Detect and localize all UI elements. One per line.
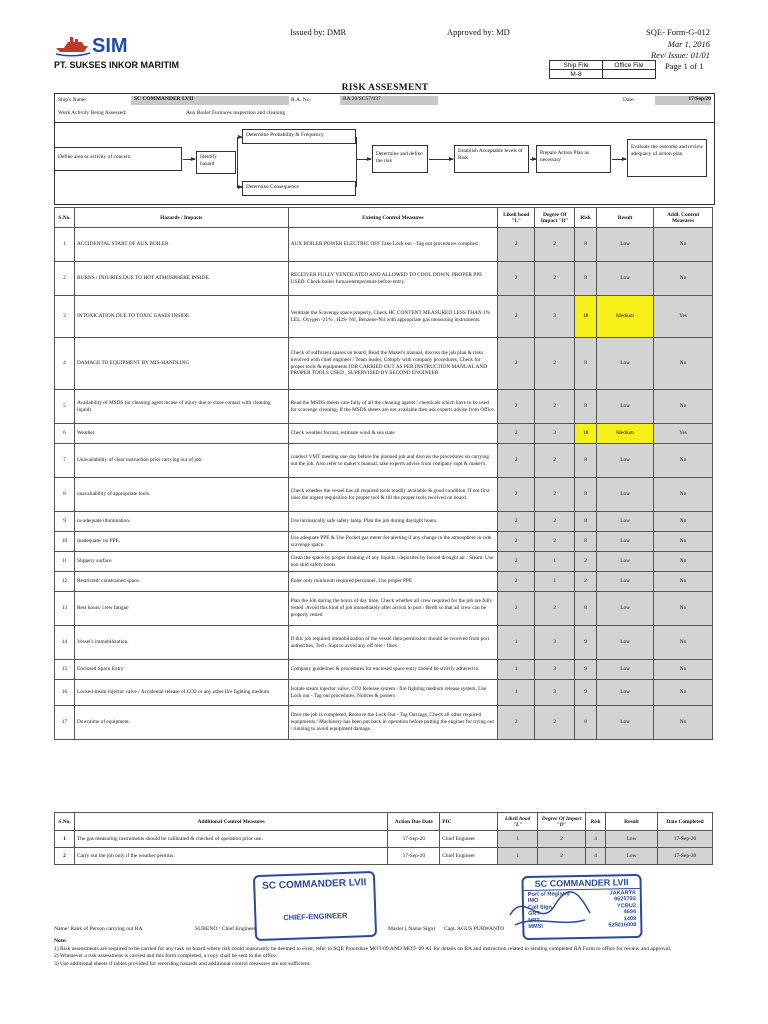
col-existing-controls: Existing Control Measures <box>288 208 498 228</box>
cell-risk: 18 <box>575 296 597 338</box>
cell-control: Company guidelines & procedures for enclosed space entry should be strictly adhered to. <box>288 660 498 680</box>
cell-addl: Yes <box>654 296 713 338</box>
table-row <box>55 680 713 706</box>
cell-control: Read the MSDS sheets care fully of all the cleaning agents / chemicals which have to be used for scavenge cleaning, If the MSDS sheets are not available then ask experts advise from Office. <box>288 390 498 424</box>
info-box <box>54 93 715 123</box>
cell-control: Use intrinsically safe safety lamp, Plan the job during daylight hours. <box>288 512 498 532</box>
cell-result: Low <box>597 680 654 706</box>
stamp-left-title: SC COMMANDER LVII <box>261 877 367 892</box>
risk-process-flow <box>54 121 715 205</box>
add-cell-d: 2 <box>538 848 586 865</box>
table-row <box>55 444 713 478</box>
date-label: Date: <box>623 97 635 103</box>
flow-establish-levels: Establish Acceptable levels of Risk <box>454 145 529 173</box>
notes-section <box>54 938 714 968</box>
cell-result: Low <box>597 512 654 532</box>
cell-sno: 6 <box>55 424 75 444</box>
add-cell-risk: 4 <box>586 831 606 848</box>
flow-arrow <box>183 159 195 160</box>
cell-d: 2 <box>535 338 575 390</box>
table-row <box>55 390 713 424</box>
cell-risk: 9 <box>575 626 597 660</box>
cell-addl: No <box>654 572 713 592</box>
flow-probability: Determine Probability & Frequency <box>242 129 356 144</box>
cell-risk: 8 <box>575 228 597 262</box>
table-row <box>55 478 713 512</box>
cell-risk: 8 <box>575 706 597 740</box>
cell-hazard: Locked steam injector valve / Accidental release of CO2 or any other fire fighting medium <box>74 680 288 706</box>
col-impact: Degree Of Impact "D" <box>535 208 575 228</box>
table-row <box>55 512 713 532</box>
additional-header-row <box>55 813 713 831</box>
cell-addl: No <box>654 706 713 740</box>
stamp-detail-key: MMSI <box>528 923 544 931</box>
cell-hazard: DAMAGE TO EQUIPMENT BY MIS-HANDLING <box>74 338 288 390</box>
table-row <box>55 592 713 626</box>
cell-l: 2 <box>498 552 535 572</box>
document-title: RISK ASSESMENT <box>341 83 429 93</box>
office-file-value <box>603 70 656 79</box>
stamp-detail-value: 525016008 <box>608 922 637 929</box>
cell-d: 3 <box>535 296 575 338</box>
cell-risk: 2 <box>575 572 597 592</box>
stamp-detail-value: YCBU2 <box>616 902 637 910</box>
cell-control: If this job required immobilization of the vessel then permission should be received from port authorities, Tech. Supt to avoid any off hire / fines. <box>288 626 498 660</box>
add-col-pic: PIC <box>440 813 498 831</box>
stamp-detail-key: GRT <box>528 911 540 918</box>
cell-result: Medium <box>597 296 654 338</box>
stamp-detail-value: 9625793 <box>614 896 636 903</box>
ship-logo-icon <box>54 30 184 60</box>
issued-by: Issued by: DMR <box>290 27 347 37</box>
add-cell-d: 2 <box>538 831 586 848</box>
stamp-left-sub: CHIEF-ENGINEER <box>283 910 348 923</box>
stamp-detail-key: Call Sign <box>527 904 552 911</box>
cell-l: 2 <box>498 532 535 552</box>
table-row <box>55 338 713 390</box>
cell-l: 2 <box>498 296 535 338</box>
cell-result: Low <box>597 228 654 262</box>
col-risk: Risk <box>575 208 597 228</box>
cell-risk: 8 <box>575 478 597 512</box>
cell-addl: No <box>654 512 713 532</box>
cell-control: Isolate steam injector valve, CO2 Release system / fire fighting medium release system, Use Lock out - Tag out procedures, Notices & posters <box>288 680 498 706</box>
cell-l: 2 <box>498 424 535 444</box>
cell-result: Low <box>597 262 654 296</box>
cell-hazard: Enclosed Space Entry <box>74 660 288 680</box>
cell-control: RECEIVER FULLY VENTILATED AND ALLOWED TO COOL DOWN. PROPER PPE USED. Check boiler furnacetemperature before entry. <box>288 262 498 296</box>
svg-text:SIM: SIM <box>92 35 128 57</box>
cell-control: AUX BOILER POWER ELECTRIC OFF Take Lock out - Tag out procedures complied . <box>288 228 498 262</box>
cell-l: 2 <box>498 478 535 512</box>
cell-risk: 8 <box>575 444 597 478</box>
stamp-detail-value: JAKARTA <box>609 890 636 897</box>
master-value: Capt. AGUS PURWANTO <box>444 926 505 932</box>
cell-l: 2 <box>498 338 535 390</box>
additional-controls-table <box>54 812 713 865</box>
ships-name-label: Ship's Name: <box>58 97 88 103</box>
cell-sno: 3 <box>55 296 75 338</box>
add-cell-sno: 1 <box>55 831 75 848</box>
cell-hazard: in-adequate illumination. <box>74 512 288 532</box>
cell-addl: No <box>654 592 713 626</box>
form-date: Mar 1, 2016 <box>667 39 710 49</box>
cell-sno: 2 <box>55 262 75 296</box>
add-col-impact: Degree Of Impact "D" <box>538 813 586 831</box>
table-row <box>55 706 713 740</box>
cell-risk: 8 <box>575 338 597 390</box>
additional-row <box>55 848 713 865</box>
add-cell-sno: 2 <box>55 848 75 865</box>
cell-sno: 8 <box>55 478 75 512</box>
add-col-completed: Date Completed <box>657 813 712 831</box>
table-row <box>55 296 713 338</box>
add-col-risk: Risk <box>586 813 606 831</box>
cell-sno: 4 <box>55 338 75 390</box>
table-row <box>55 552 713 572</box>
carrying-out-value: SUBENO / Chief Engineer <box>195 926 256 932</box>
cell-control: Clean the space by proper draining of any liquids / deposites by forced drought air / Steam. Use non skid safety boots <box>288 552 498 572</box>
ship-file-value: M-8 <box>550 70 603 79</box>
flow-consequence: Determine Consequence <box>242 181 356 196</box>
cell-hazard: ACCIDENTAL START OF AUX BOILER <box>74 228 288 262</box>
col-sno: S.No. <box>55 208 75 228</box>
ship-file-label: Ship File <box>550 61 603 70</box>
cell-d: 3 <box>535 626 575 660</box>
cell-risk: 9 <box>575 660 597 680</box>
cell-addl: No <box>654 532 713 552</box>
cell-hazard: Unavailability of clear instruction prior carrying out of job. <box>74 444 288 478</box>
add-col-sno: S.No. <box>55 813 75 831</box>
table-row <box>55 532 713 552</box>
cell-addl: No <box>654 680 713 706</box>
cell-l: 1 <box>498 626 535 660</box>
cell-result: Low <box>597 444 654 478</box>
company-name: PT. SUKSES INKOR MARITIM <box>54 60 180 70</box>
cell-l: 2 <box>498 390 535 424</box>
table-row <box>55 262 713 296</box>
cell-result: Low <box>597 532 654 552</box>
add-cell-l: 1 <box>498 848 538 865</box>
cell-hazard: Restricted/ constrained space. <box>74 572 288 592</box>
add-cell-completed: 17-Sep-20 <box>657 831 712 848</box>
flow-determine-risk: Determine and define the risk <box>372 145 428 173</box>
cell-hazard: BURNS / INJURIES DUE TO HOT ATMOSPHERE INSIDE. <box>74 262 288 296</box>
cell-result: Low <box>597 390 654 424</box>
cell-l: 2 <box>498 592 535 626</box>
add-cell-risk: 4 <box>586 848 606 865</box>
cell-hazard: Slippery surface <box>74 552 288 572</box>
cell-d: 2 <box>535 532 575 552</box>
cell-d: 1 <box>535 552 575 572</box>
col-result: Result <box>597 208 654 228</box>
cell-l: 2 <box>498 444 535 478</box>
add-cell-l: 1 <box>498 831 538 848</box>
cell-sno: 11 <box>55 552 75 572</box>
cell-result: Low <box>597 572 654 592</box>
cell-l: 1 <box>498 680 535 706</box>
cell-l: 1 <box>498 660 535 680</box>
cell-addl: No <box>654 390 713 424</box>
cell-control: Check of sufficient spares on board, Read the Maker's manual, discuss the job plan & risks involved with chief engineer / Team leader, Comply with company procedures, Check for proper tools & equipments JOB CARRIED OUT AS PER INSTRUCTION MANUAL AND PROPER TOOLS USED , SUPERVISED BY SECOND ENGINEER <box>288 338 498 390</box>
cell-sno: 10 <box>55 532 75 552</box>
hazard-table <box>54 207 713 740</box>
form-number: SQE- Form-G-012 <box>646 27 710 37</box>
cell-d: 1 <box>535 572 575 592</box>
cell-l: 2 <box>498 512 535 532</box>
add-cell-pic: Chief Engineer <box>440 831 498 848</box>
cell-control: Once the job is completed, Remove the Lock Out - Tag Out tags, Check all other required equipments / Machinery has been put back in operation before putting the engines for trying out / running to avoid equipment damage. <box>288 706 498 740</box>
cell-risk: 8 <box>575 262 597 296</box>
cell-sno: 17 <box>55 706 75 740</box>
cell-hazard: Inadequate/ no PPE. <box>74 532 288 552</box>
cell-result: Low <box>597 626 654 660</box>
revision-issue: Rev/ Issue: 01/01 <box>650 50 710 60</box>
stamp-detail-value: 4694 <box>623 909 637 916</box>
note-item: 2) Whenever a risk assessment is carried and this form completed, a copy shall be sent to the office. <box>54 953 278 960</box>
cell-risk: 2 <box>575 552 597 572</box>
cell-result: Low <box>597 478 654 512</box>
col-likelihood: Likeli hood "L" <box>498 208 535 228</box>
cell-d: 3 <box>535 660 575 680</box>
ra-no-label: R.A. No. <box>291 97 311 103</box>
cell-control: Use adequate PPE & Use Pocket gas meter for alerting if any change in the atmosphere in side scavenge space. <box>288 532 498 552</box>
cell-sno: 14 <box>55 626 75 660</box>
cell-addl: No <box>654 338 713 390</box>
table-header-row <box>55 208 713 228</box>
cell-addl: No <box>654 444 713 478</box>
chief-engineer-stamp <box>253 871 377 941</box>
cell-addl: No <box>654 478 713 512</box>
cell-risk: 8 <box>575 532 597 552</box>
date-value: 17/Sep/20 <box>655 96 711 105</box>
cell-result: Low <box>597 592 654 626</box>
cell-sno: 12 <box>55 572 75 592</box>
add-col-measures: Additional Control Measures <box>74 813 387 831</box>
cell-hazard: Downtime of equipment. <box>74 706 288 740</box>
stamp-detail-value: 1409 <box>623 915 637 922</box>
cell-result: Low <box>597 338 654 390</box>
cell-sno: 13 <box>55 592 75 626</box>
cell-sno: 15 <box>55 660 75 680</box>
cell-d: 2 <box>535 706 575 740</box>
ships-name-value: SC COMMANDER LVII <box>131 96 289 105</box>
flow-identify-hazard: Identify hazard <box>196 151 236 174</box>
add-col-due: Action Due Date <box>388 813 440 831</box>
cell-d: 2 <box>535 444 575 478</box>
cell-addl: No <box>654 262 713 296</box>
cell-result: Low <box>597 660 654 680</box>
cell-sno: 1 <box>55 228 75 262</box>
note-item: 1) Risk assessments are required to be carried for any task on board where risk could reasonably be deemed to exist, refer to SQE Procedure MOT-09 AND MOT- 09 A1 for details on RA and instruction related to sending completed RA Form to office for review and approval. <box>54 945 672 952</box>
carrying-out-label: Name/ Rank of Person carrying out RA <box>54 926 143 932</box>
file-box <box>549 60 656 79</box>
table-row <box>55 424 713 444</box>
footer-signatures <box>54 926 505 932</box>
cell-d: 2 <box>535 228 575 262</box>
stamp-detail-key: Port of Registry <box>527 891 570 898</box>
additional-table-body <box>55 831 713 865</box>
cell-addl: No <box>654 552 713 572</box>
flow-evaluate: Evaluate the outcome and review adequacy of action plan <box>627 139 707 177</box>
work-activity-label: Work Activity Being Assessed: <box>58 110 127 116</box>
hazard-table-body <box>55 228 713 740</box>
cell-risk: 8 <box>575 592 597 626</box>
flow-merge-line <box>356 137 358 187</box>
cell-addl: No <box>654 660 713 680</box>
cell-control: Check weather forcast, estimate wind & sea state <box>288 424 498 444</box>
cell-hazard: unavailability of appropriate tools. <box>74 478 288 512</box>
table-row <box>55 626 713 660</box>
table-row <box>55 228 713 262</box>
cell-risk: 18 <box>575 424 597 444</box>
cell-control: Plan the Job during the hours of day time, Check whether all crew required for the job are fully rested .Avoid this kind of job immediately after arrival to port / Berth so that all crew can be properly rested <box>288 592 498 626</box>
add-cell-result: Low <box>606 848 658 865</box>
add-cell-completed: 17-Sep-20 <box>657 848 712 865</box>
table-row <box>55 572 713 592</box>
master-signature <box>505 885 595 935</box>
add-col-likelihood: Likeli hood "L" <box>498 813 538 831</box>
add-col-result: Result <box>606 813 658 831</box>
note-item: 3) Use additional sheets if tables provided for recording hazards and additional control measures are not sufficient. <box>54 960 311 967</box>
additional-row <box>55 831 713 848</box>
flow-arrow <box>357 159 371 160</box>
add-cell-measure: Carry out the job only if the weather permits. <box>74 848 387 865</box>
master-label: Master ( Name Sign) <box>388 926 436 932</box>
add-cell-measure: The gas measuring instruments should be calibrated & checked of operation prior use. <box>74 831 387 848</box>
cell-d: 2 <box>535 512 575 532</box>
cell-addl: Yes <box>654 424 713 444</box>
add-cell-result: Low <box>606 831 658 848</box>
flow-arrow <box>612 159 626 160</box>
cell-sno: 7 <box>55 444 75 478</box>
stamp-right-title: SC COMMANDER LVII <box>523 876 639 891</box>
page-number: Page 1 of 1 <box>665 61 704 71</box>
cell-sno: 5 <box>55 390 75 424</box>
col-hazards: Hazards / Impacts <box>74 208 288 228</box>
cell-result: Low <box>597 552 654 572</box>
add-cell-pic: Chief Engineer <box>440 848 498 865</box>
add-cell-due: 17-Sep-20 <box>388 848 440 865</box>
cell-hazard: Rest hours/ crew fatigue <box>74 592 288 626</box>
cell-control: conduct VMT meeting one day before the planned job and discuss the procedures on carrying out the job. Also refer to maker's manual, take experts advise from company supt & maker's. <box>288 444 498 478</box>
cell-hazard: INTOXICATION DUE TO TOXIC GASES INSIDE. <box>74 296 288 338</box>
cell-hazard: Vessel's immobilization. <box>74 626 288 660</box>
table-row <box>55 660 713 680</box>
cell-control: Enter only minimum required personnel, Use proper PPE <box>288 572 498 592</box>
cell-risk: 8 <box>575 390 597 424</box>
cell-control: Check whether the vessel has all required tools readily available & good condition, If not first raise the urgent requisition for proper tool & till the proper tools received on board. <box>288 478 498 512</box>
cell-sno: 16 <box>55 680 75 706</box>
cell-result: Medium <box>597 424 654 444</box>
cell-addl: No <box>654 626 713 660</box>
cell-risk: 9 <box>575 680 597 706</box>
add-cell-due: 17-Sep-20 <box>388 831 440 848</box>
cell-l: 2 <box>498 706 535 740</box>
cell-d: 3 <box>535 424 575 444</box>
work-activity-value: Aux Boiler Furnaces inspection and cleaning <box>186 110 286 116</box>
ra-no-value: RA 20/SC57/037 <box>340 96 438 105</box>
flow-arrow <box>429 159 453 160</box>
cell-l: 2 <box>498 262 535 296</box>
flow-define-area: Define area or activity of concern <box>55 147 182 171</box>
cell-hazard: Availability of MSDS for cleaning agent incase of injury due to close contact with cleaning liquid) <box>74 390 288 424</box>
approved-by: Approved by: MD <box>447 27 510 37</box>
cell-d: 3 <box>535 680 575 706</box>
cell-risk: 8 <box>575 512 597 532</box>
cell-d: 2 <box>535 592 575 626</box>
cell-l: 2 <box>498 228 535 262</box>
office-file-label: Office File <box>603 61 656 70</box>
flow-branch-line <box>237 137 239 187</box>
stamp-detail-key: IMO <box>527 898 539 905</box>
cell-l: 2 <box>498 572 535 592</box>
stamp-detail-key: NRT <box>528 917 540 924</box>
cell-addl: No <box>654 228 713 262</box>
flow-prepare-plan: Prepare Action Plan as necessary <box>536 145 611 173</box>
cell-d: 2 <box>535 478 575 512</box>
cell-sno: 9 <box>55 512 75 532</box>
cell-control: Ventilate the Scavenge space properly, Check HC CONTENT MEASURED LESS THAN 1% LEL, Oxygen -21% , H2S- Nil, Benzene-Nil with appropriate gas measuring instruments. <box>288 296 498 338</box>
cell-hazard: Weather <box>74 424 288 444</box>
notes-title: Note: <box>54 938 68 944</box>
cell-d: 2 <box>535 390 575 424</box>
col-addl-controls: Addl. Control Measures <box>654 208 713 228</box>
cell-result: Low <box>597 706 654 740</box>
cell-d: 2 <box>535 262 575 296</box>
